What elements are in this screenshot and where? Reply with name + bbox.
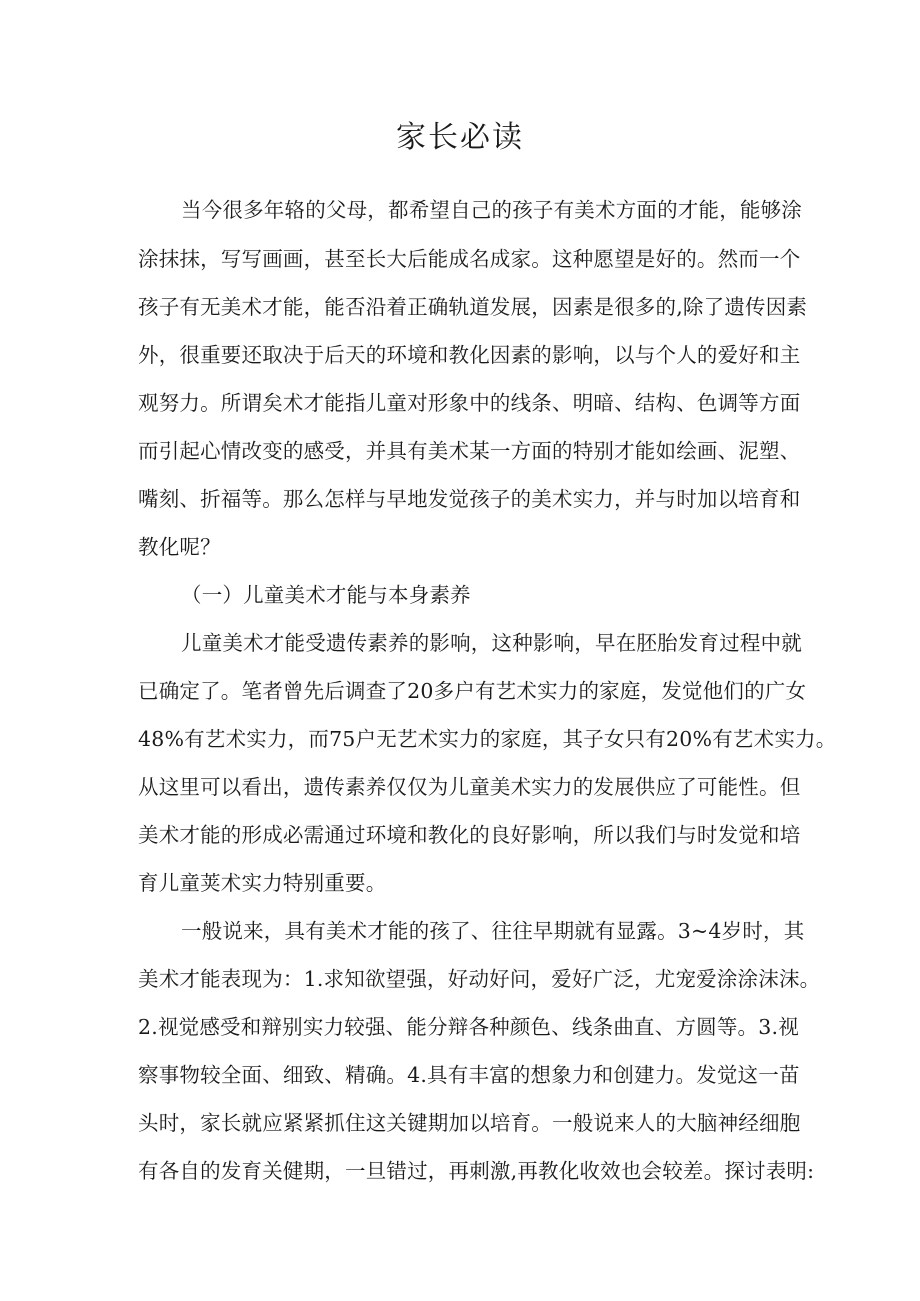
text-line: 儿童美术才能受遗传素养的影响，这种影响，早在胚胎发育过程中就	[181, 631, 802, 655]
text-line: 涂抹抹，写写画画，甚至长大后能成名成家。这种愿望是好的。然而一个	[138, 247, 801, 271]
text-line: 2.视觉感受和辩别实力较强、能分辩各种颜色、线条曲直、方圆等。3.视	[138, 1015, 799, 1039]
text-line: 而引起心情改变的感受，并具有美术某一方面的特别才能如绘画、泥塑、	[138, 439, 801, 463]
text-line: 孩子有无美术才能，能否沿着正确轨道发展，因素是很多的,除了遗传因素	[138, 295, 808, 319]
text-line: 察事物较全面、细致、精确。4.具有丰富的想象力和创建力。发觉这一苗	[138, 1063, 800, 1087]
text-line: 从这里可以看出，遗传素养仅仅为儿童美术实力的发展供应了可能性。但	[138, 775, 801, 799]
document-title: 家长必读	[396, 120, 524, 155]
text-line: 48%有艺术实力，而75户无艺术实力的家庭，其子女只有20%有艺术实力。	[138, 727, 837, 751]
text-line: 有各自的发育关健期，一旦错过，再刺激,再教化收效也会较差。探讨表明:	[138, 1159, 815, 1183]
text-line: 美术才能表现为：1.求知欲望强，好动好问，爱好广泛，尤宠爱涂涂沫沫。	[138, 967, 821, 991]
text-line: 头时，家长就应紧紧抓住这关键期加以培育。一般说来人的大脑神经细胞	[138, 1111, 801, 1135]
text-line: 美术才能的形成必需通过环境和教化的良好影响，所以我们与时发觉和培	[138, 823, 801, 847]
text-line: 外，很重要还取决于后天的环境和教化因素的影响，以与个人的爱好和主	[138, 343, 801, 367]
text-line: 已确定了。笔者曾先后调查了20多户有艺术实力的家庭，发觉他们的广女	[138, 679, 807, 703]
text-line: 嘴刻、折福等。那么怎样与早地发觉孩子的美术实力，并与时加以培育和	[138, 487, 801, 511]
text-line: 观努力。所谓矣术才能指儿童对形象中的线条、明暗、结构、色调等方面	[138, 391, 801, 415]
text-line: 一般说来，具有美术才能的孩了、往往早期就有显露。3~4岁时，其	[181, 919, 805, 943]
text-line: 育儿童荚术实力特别重要。	[138, 871, 387, 895]
section-heading: （一）儿童美术才能与本身素养	[181, 583, 471, 607]
text-line: 教化呢？	[138, 535, 221, 559]
text-line: 当今很多年辂的父母，都希望自己的孩子有美术方面的才能，能够涂	[181, 198, 802, 222]
